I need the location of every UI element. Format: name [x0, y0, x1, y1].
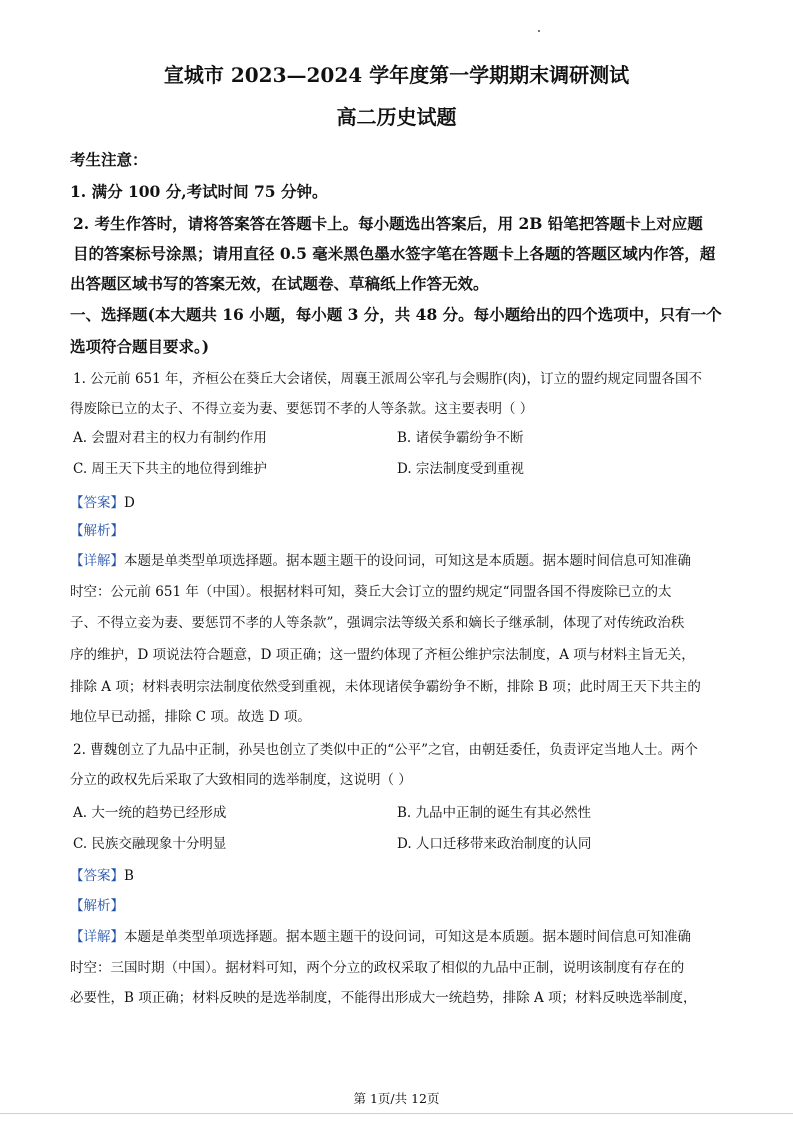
q1-answer: [70, 493, 735, 513]
analysis-tag: 【解析】: [70, 898, 124, 914]
notice-item: 2. 考生作答时，请将答案答在答题卡上。每小题选出答案后，用 2B 铅笔把答题卡上对应题: [73, 214, 703, 233]
q1-detail: 时空：公元前 651 年（中国）。根据材料可知，葵丘大会订立的盟约规定“同盟各国不得废除已立的太: [70, 584, 672, 600]
scan-dot: [538, 30, 540, 32]
detail-tag: 【详解】: [70, 929, 124, 945]
q2-option-b: B. 九品中正制的诞生有其必然性: [397, 805, 592, 821]
bottom-rule: [0, 1113, 793, 1114]
q2-detail: 必要性，B 项正确；材料反映的是选举制度，不能得出形成大一统趋势，排除 A 项；材料反映选举制度，: [70, 990, 697, 1006]
q2-detail: [70, 927, 735, 947]
analysis-tag: 【解析】: [70, 523, 124, 539]
q1-detail: [70, 551, 735, 571]
exam-title: 宣城市 2023—2024 学年度第一学期期末调研测试: [163, 63, 630, 87]
q2-stem: 2. 曹魏创立了九品中正制，孙吴也创立了类似中正的“公平”之官，由朝廷委任，负责评定当地人士。两个: [73, 742, 698, 758]
detail-tag: 【详解】: [70, 553, 124, 569]
q1-option-a: A. 会盟对君主的权力有制约作用: [73, 430, 267, 446]
section-heading-cont: 选项符合题目要求。): [70, 337, 210, 356]
q1-option-d: D. 宗法制度受到重视: [397, 461, 524, 477]
q1-detail: 序的维护，D 项说法符合题意，D 项正确；这一盟约体现了齐桓公维护宗法制度，A 项与材料主旨无关，: [70, 647, 695, 663]
answer-tag: 【答案】: [70, 495, 124, 511]
notice-item: 1. 满分 100 分,考试时间 75 分钟。: [70, 182, 328, 201]
section-heading: 一、选择题(本大题共 16 小题，每小题 3 分，共 48 分。每小题给出的四个选项中，只有一个: [70, 305, 722, 324]
detail-text: 本题是单类型单项选择题。据本题主题干的设问词，可知这是本质题。据本题时间信息可知准确: [124, 553, 691, 569]
detail-text: 本题是单类型单项选择题。据本题主题干的设问词，可知这是本质题。据本题时间信息可知准确: [124, 929, 691, 945]
q2-option-d: D. 人口迁移带来政治制度的认同: [397, 836, 592, 852]
q2-option-c: C. 民族交融现象十分明显: [73, 836, 227, 852]
q1-option-b: B. 诸侯争霸纷争不断: [397, 430, 524, 446]
q1-stem: 得废除已立的太子、不得立妾为妻、要惩罚不孝的人等条款。这主要表明（ ）: [70, 401, 534, 417]
q1-analysis: [70, 521, 735, 541]
notice-item: 目的答案标号涂黑；请用直径 0.5 毫米黑色墨水签字笔在答题卡上各题的答题区域内作答，超: [73, 244, 716, 263]
exam-subtitle: 高二历史试题: [336, 105, 457, 129]
q2-stem: 分立的政权先后采取了大致相同的选举制度，这说明（ ）: [70, 772, 412, 788]
answer-tag: 【答案】: [70, 868, 124, 884]
page-footer: 第 1页/共 12页: [353, 1091, 440, 1106]
answer-value: D: [124, 495, 135, 511]
q2-option-a: A. 大一统的趋势已经形成: [73, 805, 227, 821]
notice-heading: 考生注意：: [70, 150, 148, 169]
q2-answer: [70, 866, 735, 886]
q2-detail: 时空：三国时期（中国）。据材料可知，两个分立的政权采取了相似的九品中正制，说明该制度有存在的: [70, 960, 685, 976]
notice-item: 出答题区域书写的答案无效，在试题卷、草稿纸上作答无效。: [70, 274, 489, 293]
q1-detail: 子、不得立妾为妻、要惩罚不孝的人等条款”，强调宗法等级关系和嫡长子继承制，体现了对传统政治秩: [70, 615, 685, 631]
q1-option-c: C. 周王天下共主的地位得到维护: [73, 461, 267, 477]
q1-stem: 1. 公元前 651 年，齐桓公在葵丘大会诸侯，周襄王派周公宰孔与会赐胙(肉)，订立的盟约规定同盟各国不: [73, 371, 703, 387]
answer-value: B: [124, 868, 134, 884]
q2-analysis: [70, 896, 735, 916]
q1-detail: 排除 A 项；材料表明宗法制度依然受到重视，未体现诸侯争霸纷争不断，排除 B 项；此时周王天下共主的: [70, 679, 701, 695]
q1-detail: 地位早已动摇，排除 C 项。故选 D 项。: [70, 709, 311, 725]
